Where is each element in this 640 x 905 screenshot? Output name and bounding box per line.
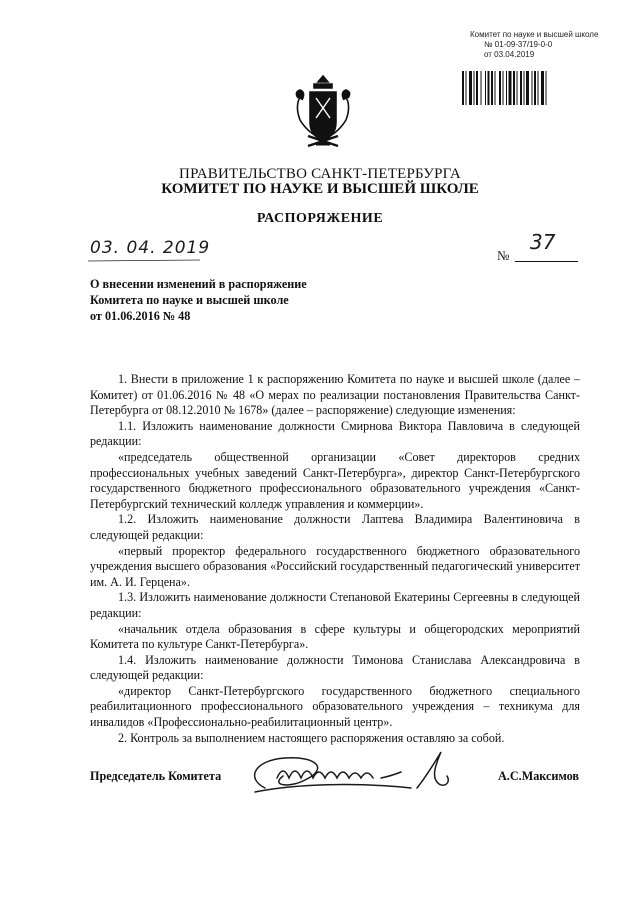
- registration-line: Комитет по науке и высшей школе: [470, 30, 599, 39]
- document-date: 03. 04. 2019: [90, 238, 211, 258]
- coat-of-arms-icon: [288, 70, 358, 152]
- registration-stamp: [470, 30, 610, 60]
- paragraph: 1. Внести в приложение 1 к распоряжению Комитета по науке и высшей школе (далее – Комитет) от 01.06.2016 № 48 «О мерах по реализации постановления Правительства Санкт-Петербурга от 08.12.2010 № 1678» (далее – распоряжение) следующие изменения:: [90, 372, 580, 418]
- signatory-position: Председатель Комитета: [90, 769, 222, 783]
- document-body: [90, 372, 580, 746]
- registration-date: от 03.04.2019: [484, 50, 535, 59]
- subject-line: О внесении изменений в распоряжение: [90, 277, 307, 291]
- paragraph: «начальник отдела образования в сфере культуры и общегородских мероприятий Комитета по культуре Санкт-Петербурга».: [90, 621, 580, 652]
- handwritten-signature-icon: [235, 748, 475, 800]
- number-label: №: [497, 248, 510, 263]
- committee-title: КОМИТЕТ ПО НАУКЕ И ВЫСШЕЙ ШКОЛЕ: [161, 181, 479, 197]
- subject-line: Комитета по науке и высшей школе: [90, 293, 289, 307]
- registration-number: № 01-09-37/19-0-0: [484, 40, 553, 49]
- paragraph: 1.1. Изложить наименование должности Смирнова Виктора Павловича в следующей редакции:: [90, 418, 580, 449]
- barcode-image: [462, 71, 582, 105]
- document-type: РАСПОРЯЖЕНИЕ: [256, 211, 384, 226]
- document-subject: [90, 276, 350, 324]
- number-underline: [515, 261, 578, 262]
- paragraph: 1.3. Изложить наименование должности Степановой Екатерины Сергеевны в следующей редакции:: [90, 590, 580, 620]
- signatory-name: А.С.Максимов: [498, 769, 579, 783]
- paragraph: 1.4. Изложить наименование должности Тимонова Станислава Александровича в следующей редакции:: [90, 652, 580, 683]
- subject-line: от 01.06.2016 № 48: [90, 309, 191, 323]
- paragraph: «директор Санкт-Петербургского государственного бюджетного специального реабилитационного профессионального образовательного учреждения – техникума для инвалидов «Профессионально-реабилитационный центр».: [90, 683, 580, 730]
- paragraph: 1.2. Изложить наименование должности Лаптева Владимира Валентиновича в следующей редакции:: [90, 512, 580, 542]
- paragraph: «председатель общественной организации «Совет директоров средних профессиональных учебных заведений Санкт-Петербурга», директор Санкт-Петербургского государственного бюджетного профессионального образовательного учреждения «Санкт-Петербургский технический колледж управления и коммерции».: [90, 449, 580, 511]
- paragraph: 2. Контроль за выполнением настоящего распоряжения оставляю за собой.: [118, 730, 505, 745]
- document-number: 37: [530, 230, 556, 254]
- paragraph: «первый проректор федерального государственного бюджетного образовательного учреждения высшего образования «Российский государственный педагогический университет им. А. И. Герцена».: [90, 543, 580, 589]
- government-title: ПРАВИТЕЛЬСТВО САНКТ-ПЕТЕРБУРГА: [179, 166, 461, 182]
- date-underline: [88, 259, 203, 263]
